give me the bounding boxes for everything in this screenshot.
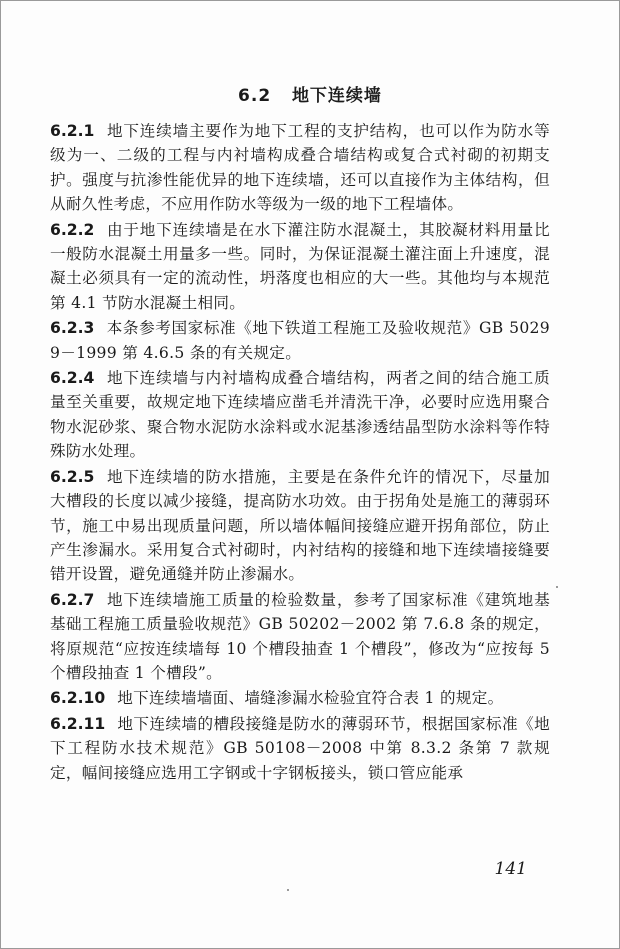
- clause-number: 6.2.4: [50, 369, 95, 388]
- clause-number: 6.2.2: [50, 220, 95, 239]
- clause-6-2-7: [50, 588, 550, 686]
- clause-text: 本条参考国家标准《地下铁道工程施工及验收规范》GB 50299－1999 第 4.6.5 条的有关规定。: [50, 319, 550, 362]
- clause-number: 6.2.7: [50, 590, 95, 609]
- document-body: [50, 119, 550, 786]
- clause-6-2-11: [50, 712, 550, 785]
- clause-text: 地下连续墙的防水措施，主要是在条件允许的情况下，尽量加大槽段的长度以减少接缝，提高防水功效。由于拐角处是施工的薄弱环节，施工中易出现质量问题，所以墙体幅间接缝应避开拐角部位，防止产生渗漏水。采用复合式衬砌时，内衬结构的接缝和地下连续墙接缝要错开设置，避免通缝并防止渗漏水。: [50, 467, 550, 584]
- scan-speck: [556, 586, 558, 588]
- clause-number: 6.2.1: [50, 122, 95, 140]
- clause-number: 6.2.11: [50, 714, 106, 733]
- clause-6-2-1: [50, 119, 550, 217]
- clause-number: 6.2.10: [50, 689, 106, 708]
- clause-text: 由于地下连续墙是在水下灌注防水混凝土，其胶凝材料用量比一般防水混凝土用量多一些。同时，为保证混凝土灌注面上升速度，混凝土必须具有一定的流动性，坍落度也相应的大一些。其他均与本规范第 4.1 节防水混凝土相同。: [50, 220, 550, 312]
- section-heading: [1, 81, 619, 106]
- clause-text: 地下连续墙施工质量的检验数量，参考了国家标准《建筑地基基础工程施工质量验收规范》GB 50202－2002 第 7.6.8 条的规定，将原规范“应按连续墙每 10 个槽段抽查 1 个槽段”，修改为“应按每 5 个槽段抽查 1 个槽段”。: [50, 590, 550, 682]
- clause-text: 地下连续墙与内衬墙构成叠合墙结构，两者之间的结合施工质量至关重要，故规定地下连续墙应凿毛并清洗干净，必要时应选用聚合物水泥砂浆、聚合物水泥防水涂料或水泥基渗透结晶型防水涂料等作特殊防水处理。: [50, 369, 550, 461]
- clause-6-2-2: [50, 218, 550, 316]
- clause-6-2-3: [50, 316, 550, 365]
- section-number: 6.2: [238, 86, 272, 106]
- clause-text: 地下连续墙主要作为地下工程的支护结构，也可以作为防水等级为一、二级的工程与内衬墙构成叠合墙结构或复合式衬砌的初期支护。强度与抗渗性能优异的地下连续墙，还可以直接作为主体结构，但从耐久性考虑，不应用作防水等级为一级的地下工程墙体。: [50, 122, 550, 214]
- clause-6-2-4: [50, 366, 550, 464]
- clause-number: 6.2.3: [50, 319, 95, 338]
- scan-speck: [287, 889, 289, 891]
- clause-6-2-5: [50, 465, 550, 587]
- clause-text: 地下连续墙墙面、墙缝渗漏水检验宜符合表 1 的规定。: [117, 689, 504, 708]
- page-number: 141: [494, 859, 527, 879]
- clause-text: 地下连续墙的槽段接缝是防水的薄弱环节，根据国家标准《地下工程防水技术规范》GB 50108－2008 中第 8.3.2 条第 7 款规定，幅间接缝应选用工字钢或十字钢板接头，锁口管应能承: [50, 714, 550, 782]
- clause-6-2-10: [50, 686, 550, 710]
- section-title: 地下连续墙: [291, 86, 382, 106]
- clause-number: 6.2.5: [50, 467, 95, 486]
